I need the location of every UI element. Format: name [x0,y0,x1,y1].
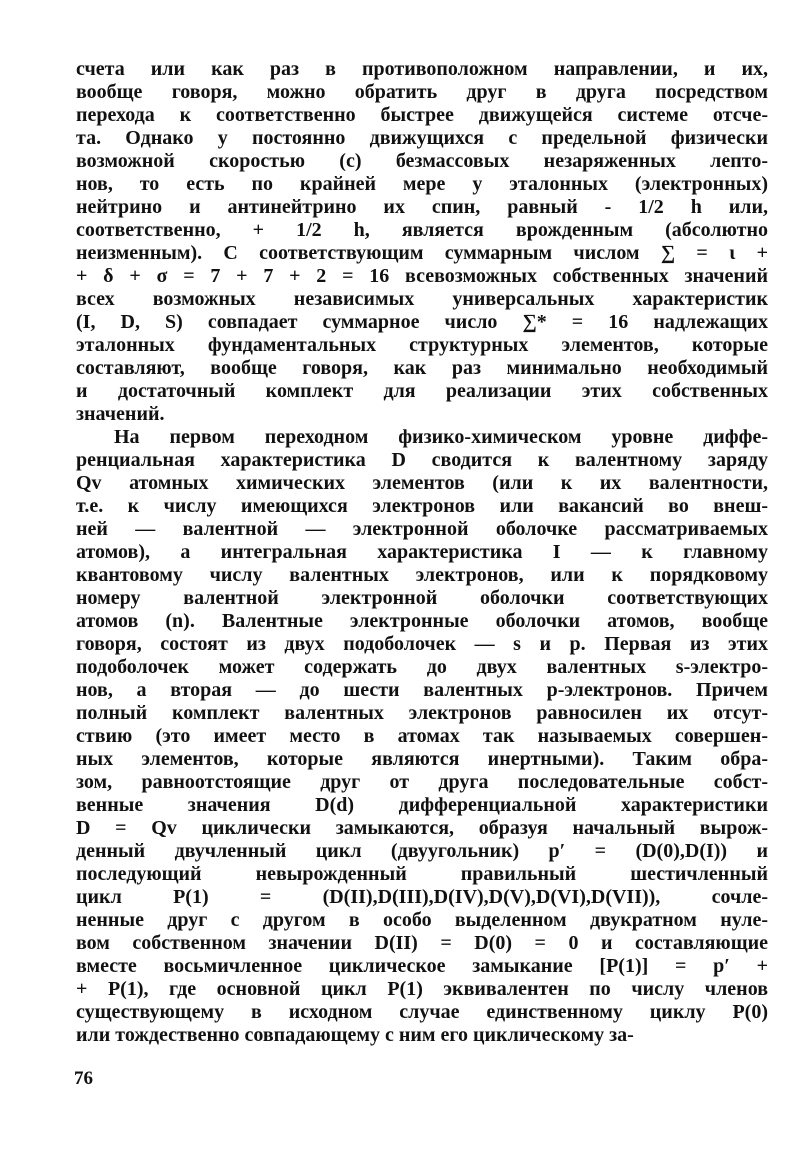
text-line: На первом переходном физико-химическом уровне диффе- [114,426,768,448]
text-line: эталонных фундаментальных структурных элементов, которые [76,334,768,356]
text-line: или тождественно совпадающему с ним его циклическому за- [76,1024,634,1046]
text-line: Qv атомных химических элементов (или к их валентности, [76,472,768,494]
text-line: (I, D, S) совпадает суммарное число ∑* = 16 надлежащих [76,311,768,333]
text-line: вообще говоря, можно обратить друг в друга посредством [76,81,768,103]
text-line: денный двучленный цикл (двуугольник) p′ = (D(0),D(I)) и [76,840,768,862]
text-line: т.е. к числу имеющихся электронов или вакансий во внеш- [76,495,768,517]
text-line: квантовому числу валентных электронов, или к порядковому [76,564,768,586]
text-line: всех возможных независимых универсальных характеристик [76,288,768,310]
body-text [76,58,768,1047]
text-line: соответственно, + 1/2 h, является врожденным (абсолютно [76,219,768,241]
text-line: ненные друг с другом в особо выделенном двукратном нуле- [76,909,768,931]
text-line: атомов), а интегральная характеристика I — к главному [76,541,768,563]
text-line: нов, то есть по крайней мере у эталонных (электронных) [76,173,768,195]
text-line: неизменным). С соответствующим суммарным числом ∑ = ι + [76,242,768,264]
text-line: D = Qv циклически замыкаются, образуя начальный вырож- [76,817,768,839]
text-line: существующему в исходном случае единственному циклу P(0) [76,1001,768,1023]
text-line: подоболочек может содержать до двух валентных s-электро- [76,656,768,678]
text-line: счета или как раз в противоположном направлении, и их, [76,58,768,80]
text-line: и достаточный комплект для реализации этих собственных [76,380,768,402]
text-line: полный комплект валентных электронов равносилен их отсут- [76,702,768,724]
text-line: составляют, вообще говоря, как раз минимально необходимый [76,357,768,379]
text-line: атомов (n). Валентные электронные оболочки атомов, вообще [76,610,768,632]
text-line: нов, а вторая — до шести валентных p-электронов. Причем [76,679,768,701]
page-number: 76 [74,1068,93,1089]
text-line: говоря, состоят из двух подоболочек — s и p. Первая из этих [76,633,768,655]
text-line: ствию (это имеет место в атомах так называемых совершен- [76,725,768,747]
text-line: ных элементов, которые являются инертными). Таким обра- [76,748,768,770]
text-line: та. Однако у постоянно движущихся с предельной физически [76,127,768,149]
text-line: нейтрино и антинейтрино их спин, равный - 1/2 h или, [76,196,768,218]
text-line: цикл P(1) = (D(II),D(III),D(IV),D(V),D(VI),D(VII)), сочле- [76,886,768,908]
text-line: + P(1), где основной цикл P(1) эквивалентен по числу членов [76,978,768,1000]
text-line: ней — валентной — электронной оболочке рассматриваемых [76,518,768,540]
text-line: значений. [76,403,165,425]
text-line: возможной скоростью (c) безмассовых незаряженных лепто- [76,150,768,172]
text-line: зом, равноотстоящие друг от друга последовательные собст- [76,771,768,793]
text-line: ренциальная характеристика D сводится к валентному заряду [76,449,768,471]
text-line: последующий невырожденный правильный шестичленный [76,863,768,885]
text-line: + δ + σ = 7 + 7 + 2 = 16 всевозможных собственных значений [76,265,768,287]
text-line: номеру валентной электронной оболочки соответствующих [76,587,768,609]
text-line: венные значения D(d) дифференциальной характеристики [76,794,768,816]
text-line: перехода к соответственно быстрее движущейся системе отсче- [76,104,768,126]
text-line: вом собственном значении D(II) = D(0) = 0 и составляющие [76,932,768,954]
text-line: вместе восьмичленное циклическое замыкание [P(1)] = p′ + [76,955,768,977]
